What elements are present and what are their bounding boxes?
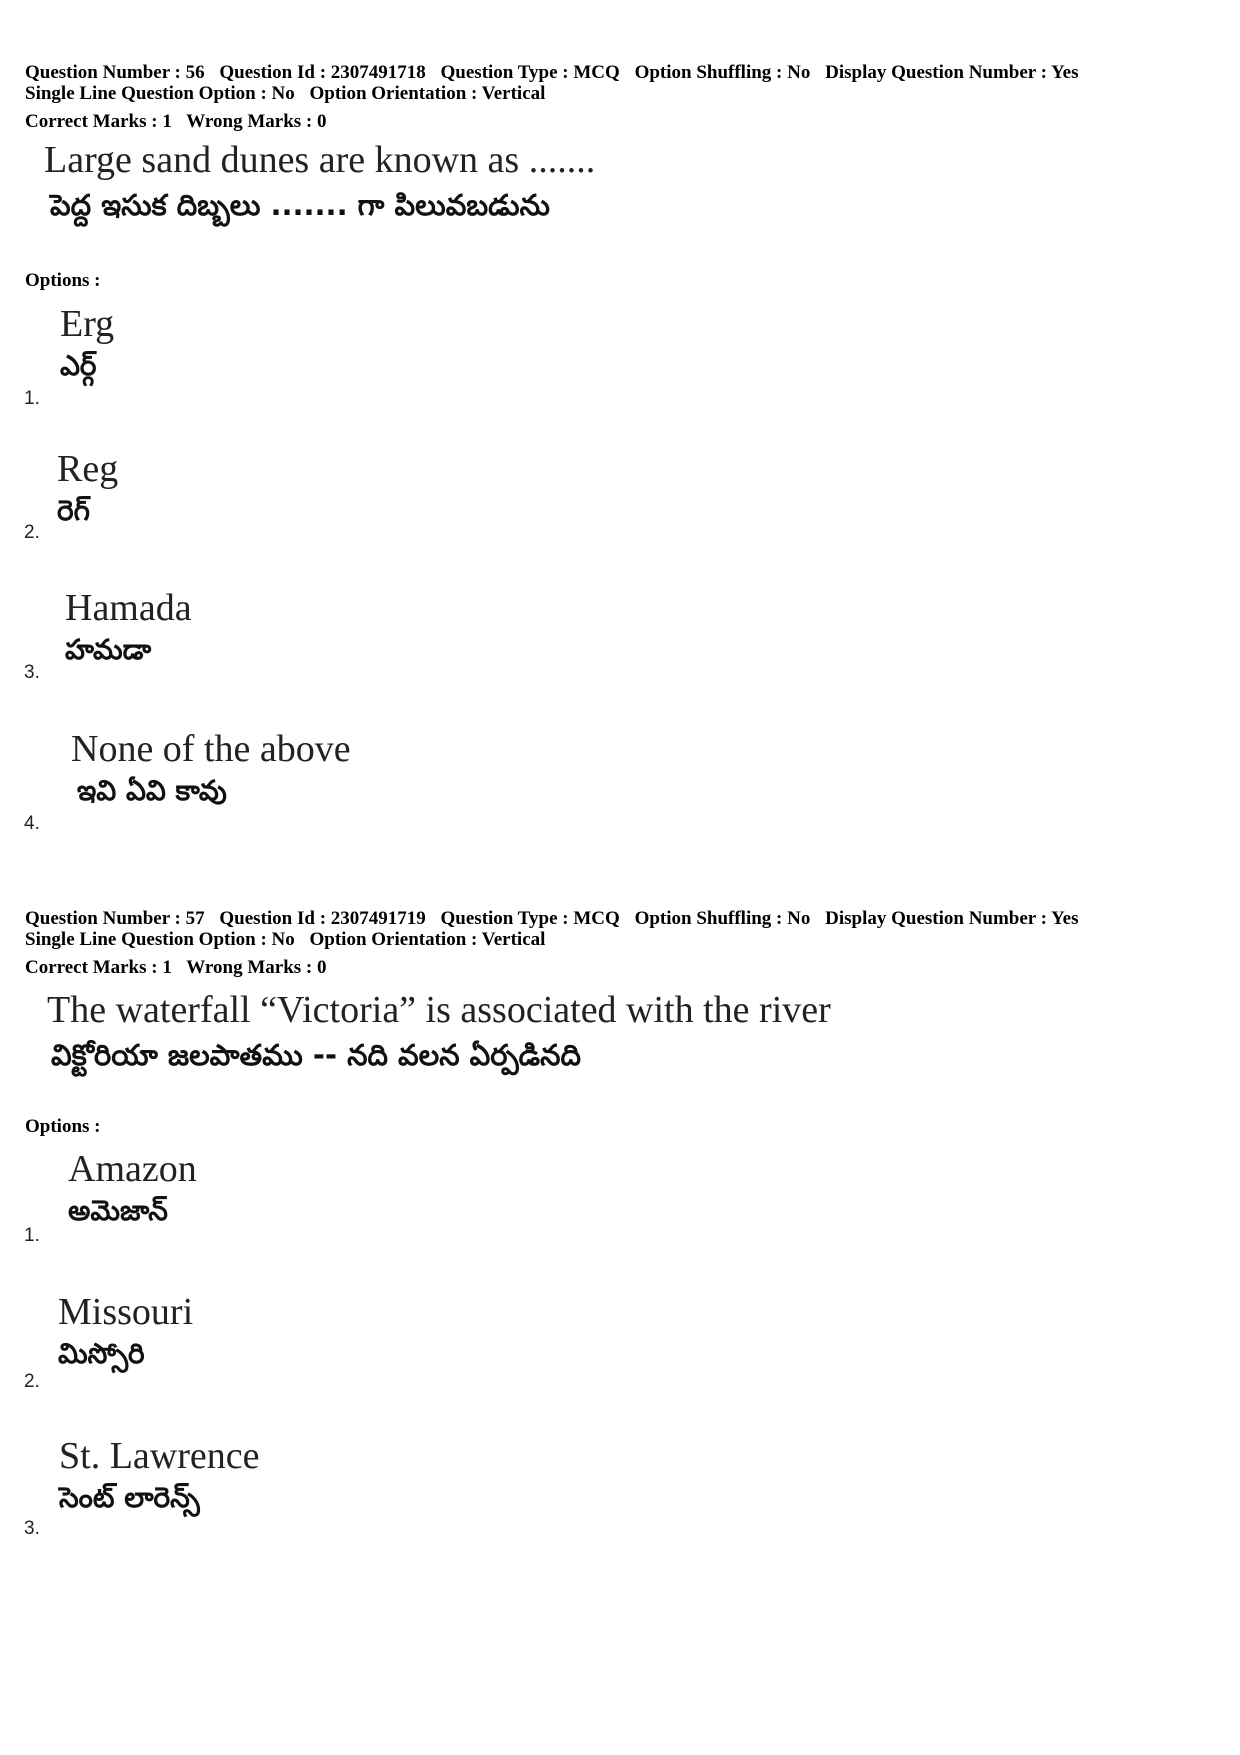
q56-option-3-en: Hamada <box>65 587 192 629</box>
q57-option-1-en: Amazon <box>68 1148 197 1190</box>
q57-single-line: Single Line Question Option : No <box>25 929 295 950</box>
q56-option-4-te: ఇవి ఏవి కావు <box>77 774 227 807</box>
q56-option-3-te: హమడా <box>65 633 152 666</box>
q57-option-1[interactable] <box>68 1147 197 1231</box>
q57-option-2-en: Missouri <box>58 1291 194 1333</box>
q56-option-4-en: None of the above <box>71 728 351 770</box>
q56-correct-marks: Correct Marks : 1 <box>25 111 172 132</box>
q57-option-3[interactable] <box>59 1434 259 1518</box>
q56-option-3-number: 3. <box>24 662 40 683</box>
q56-option-4[interactable] <box>71 727 351 811</box>
q56-meta-line1 <box>25 62 1088 83</box>
q57-option-3-number: 3. <box>24 1518 40 1539</box>
q57-display: Display Question Number : Yes <box>825 908 1079 929</box>
q57-type: Question Type : MCQ <box>440 908 620 929</box>
q57-options-label: Options : <box>25 1116 101 1137</box>
q57-option-3-en: St. Lawrence <box>59 1435 260 1477</box>
q56-option-1-en: Erg <box>60 303 115 345</box>
q56-display: Display Question Number : Yes <box>825 62 1079 83</box>
q57-option-2[interactable] <box>58 1290 193 1374</box>
q57-option-2-te: మిస్సోరి <box>58 1337 145 1370</box>
q57-meta-line2 <box>25 929 555 950</box>
q56-option-1[interactable] <box>60 302 114 386</box>
q57-marks <box>25 957 336 978</box>
q57-number: Question Number : 57 <box>25 908 205 929</box>
q56-shuffling: Option Shuffling : No <box>634 62 811 83</box>
q57-correct-marks: Correct Marks : 1 <box>25 957 172 978</box>
q57-question-text <box>47 987 831 1077</box>
q56-question-te: పెద్ద ఇసుక దిబ్బలు ....... గా పిలువబడును <box>50 188 550 222</box>
q56-option-2-number: 2. <box>24 522 40 543</box>
q56-option-1-number: 1. <box>24 388 40 409</box>
q57-option-1-te: అమెజాన్ <box>68 1194 168 1227</box>
q56-number: Question Number : 56 <box>25 62 205 83</box>
q56-single-line: Single Line Question Option : No <box>25 83 295 104</box>
q57-orientation: Option Orientation : Vertical <box>309 929 546 950</box>
q56-option-2-en: Reg <box>57 448 119 490</box>
q56-wrong-marks: Wrong Marks : 0 <box>186 111 327 132</box>
q57-shuffling: Option Shuffling : No <box>634 908 811 929</box>
q57-meta-line1 <box>25 908 1088 929</box>
q56-marks <box>25 111 336 132</box>
q56-option-2[interactable] <box>57 447 118 531</box>
q56-option-1-te: ఎర్గ్ <box>60 349 97 382</box>
q57-wrong-marks: Wrong Marks : 0 <box>186 957 327 978</box>
q56-option-2-te: రెగ్ <box>57 494 90 527</box>
q56-meta-line2 <box>25 83 555 104</box>
q56-type: Question Type : MCQ <box>440 62 620 83</box>
q57-id: Question Id : 2307491719 <box>219 908 426 929</box>
q57-question-te: విక్టోరియా జలపాతము -- నది వలన ఏర్పడినది <box>51 1038 581 1072</box>
q56-question-text <box>44 137 595 227</box>
q56-option-3[interactable] <box>65 586 192 670</box>
q56-id: Question Id : 2307491718 <box>219 62 426 83</box>
q57-option-2-number: 2. <box>24 1371 40 1392</box>
q56-orientation: Option Orientation : Vertical <box>309 83 546 104</box>
q56-options-label: Options : <box>25 270 101 291</box>
q56-question-en: Large sand dunes are known as ....... <box>44 139 596 181</box>
q57-question-en: The waterfall “Victoria” is associated with the river <box>47 989 831 1031</box>
q57-option-1-number: 1. <box>24 1225 40 1246</box>
q56-option-4-number: 4. <box>24 813 40 834</box>
q57-option-3-te: సెంట్ లారెన్స్ <box>59 1481 200 1514</box>
